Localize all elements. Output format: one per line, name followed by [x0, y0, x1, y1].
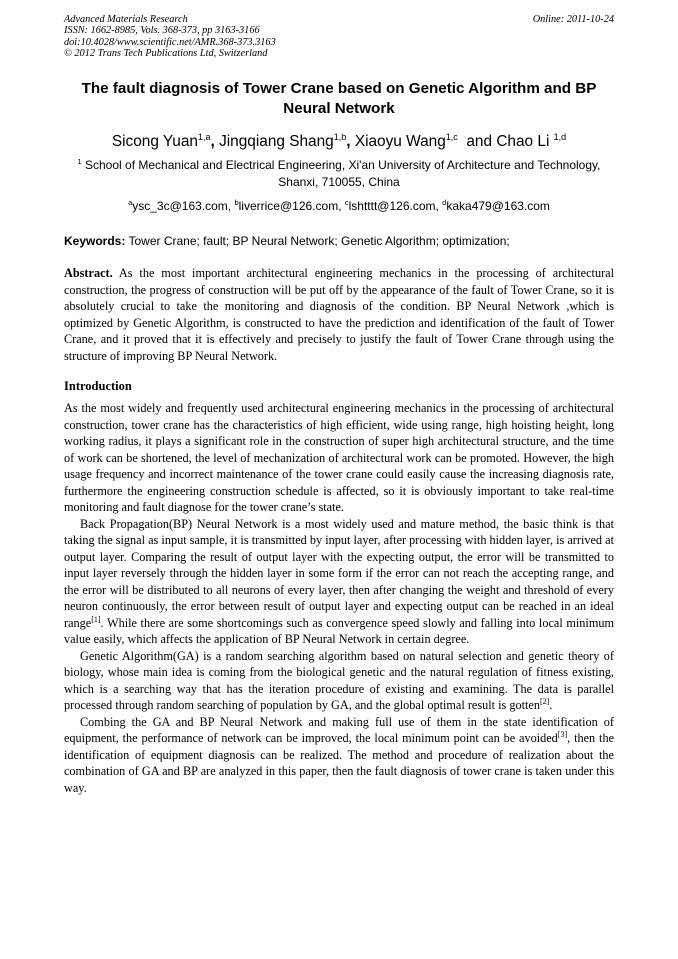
email-address: ysc_3c@163.com — [132, 199, 228, 214]
email-mark: d — [442, 198, 447, 208]
citation: [1] — [91, 614, 101, 624]
abstract — [64, 265, 614, 364]
email-separator: , — [338, 199, 345, 214]
author-name: Xiaoyu Wang — [354, 133, 446, 151]
copyright-line: © 2012 Trans Tech Publications Ltd, Switzerland — [64, 47, 268, 59]
author-separator: , — [346, 133, 355, 151]
author-affiliation-mark: 1,d — [553, 132, 567, 143]
email-address: kaka479@163.com — [446, 199, 550, 214]
email-address: liverrice@126.com — [238, 199, 339, 214]
author-list — [64, 132, 614, 151]
paragraph: As the most widely and frequently used architectural engineering mechanics in the processing of architectural construction, tower crane has the characteristics of high efficient, wide using range, high hoisting height, long working radius, it plays a significant role in the construction of super high architectural structure, and the time of work can be shortened, the level of mechanization of architectural work can be promoted. However, the high usage frequency and incorrect maintenance of the tower crane could easily cause the increasing diagnosis rate, furthermore the engineering construction schedule is affected, so it is obviously important to take real-time monitoring and fault diagnose for the tower crane’s state. — [64, 401, 614, 515]
issn-line: ISSN: 1662-8985, Vols. 368-373, pp 3163-3166 — [64, 25, 260, 37]
email-separator: , — [435, 199, 443, 214]
paragraph — [64, 516, 614, 648]
author-affiliation-mark: 1,a — [197, 132, 211, 143]
paragraph-text: Combing the GA and BP Neural Network and making full use of them in the state identification of equipment, the performance of network can be improved, the local minimum point can be avoided — [64, 714, 614, 746]
journal-name: Advanced Materials Research — [64, 14, 188, 25]
keywords — [64, 233, 614, 249]
journal-header — [64, 14, 614, 59]
email-separator: , — [227, 199, 235, 214]
author-separator: and — [457, 133, 497, 151]
paragraph-text: Genetic Algorithm(GA) is a random searching algorithm based on natural selection and genetic theory of biology, whose main idea is coming from the biological genetic and the natural regulation of fitness existing, which is a searching way that has the iteration procedure of existing and examining. The data is parallel processed through random searching of population by GA, and the global optimal result is gotten — [64, 648, 614, 713]
email-mark: c — [344, 198, 349, 208]
section-heading: Introduction — [64, 379, 132, 394]
paragraph — [64, 714, 614, 797]
email-mark: b — [234, 198, 239, 208]
email-list — [64, 198, 614, 214]
paragraph — [64, 648, 614, 714]
paragraph-text: . While there are some shortcomings such as convergence speed slowly and falling into local minimum value easily, which affects the application of BP Neural Network in certain degree. — [64, 615, 614, 647]
doi-line: doi:10.4028/www.scientific.net/AMR.368-373.3163 — [64, 36, 276, 48]
email-address: lshtttt@126.com — [348, 199, 436, 214]
keywords-text: Tower Crane; fault; BP Neural Network; Genetic Algorithm; optimization; — [125, 234, 510, 249]
affiliation-text: School of Mechanical and Electrical Engineering, Xi'an University of Architecture and Technology, Shanxi, 710055, China — [81, 158, 601, 189]
keywords-label: Keywords: — [64, 234, 126, 249]
affiliation — [64, 157, 614, 190]
abstract-text: As the most important architectural engineering mechanics in the processing of architectural construction, the progress of construction will be put off by the appearance of the fault of Tower Crane, so it is absolutely crucial to take the monitoring and diagnosis of the condition. BP Neural Network ,which is optimized by Genetic Algorithm, is constructed to have the prediction and identification of the fault of Tower Crane, and it proved that it is effectively and precisely to justify the fault of Tower Crane through using the structure of improving BP Neural Network. — [64, 266, 614, 363]
author-separator: , — [210, 133, 220, 151]
author-name: Sicong Yuan — [111, 133, 198, 151]
author-affiliation-mark: 1,b — [333, 132, 347, 143]
paper-title: The fault diagnosis of Tower Crane based on Genetic Algorithm and BP Neural Network — [81, 80, 597, 118]
abstract-label: Abstract. — [64, 266, 113, 281]
introduction-body — [64, 400, 614, 796]
paragraph-text: , then the identification of equipment diagnosis can be realized. The method and procedure of realization about the combination of GA and BP are analyzed in this paper, then the fault diagnosis of tower crane is taken under this way. — [64, 731, 615, 795]
citation: [3] — [557, 730, 568, 740]
affiliation-mark: 1 — [77, 157, 82, 167]
citation: [2] — [539, 697, 550, 707]
author-name: Chao Li — [496, 133, 554, 151]
email-mark: a — [128, 198, 133, 208]
author-affiliation-mark: 1,c — [445, 132, 458, 143]
paragraph-text: Back Propagation(BP) Neural Network is a most widely used and mature method, the basic think is that taking the signal as input sample, it is transmitted by input layer, after processing with hidden layer, is arrived at output layer. Comparing the result of output layer with the expecting output, the error will be transmitted to input layer reversely through the hidden layer in some form if the error can not reach the accepting range, and the error will be distributed to all neurons of every layer, then after changing the weight and threshold of every neuron continuously, the error between result of output layer and expecting output can be reached in an ideal range — [64, 516, 614, 630]
author-name: Jingqiang Shang — [219, 133, 334, 151]
paragraph-text: . — [549, 698, 553, 713]
paper-page — [64, 14, 614, 796]
online-date: Online: 2011-10-24 — [532, 14, 614, 25]
